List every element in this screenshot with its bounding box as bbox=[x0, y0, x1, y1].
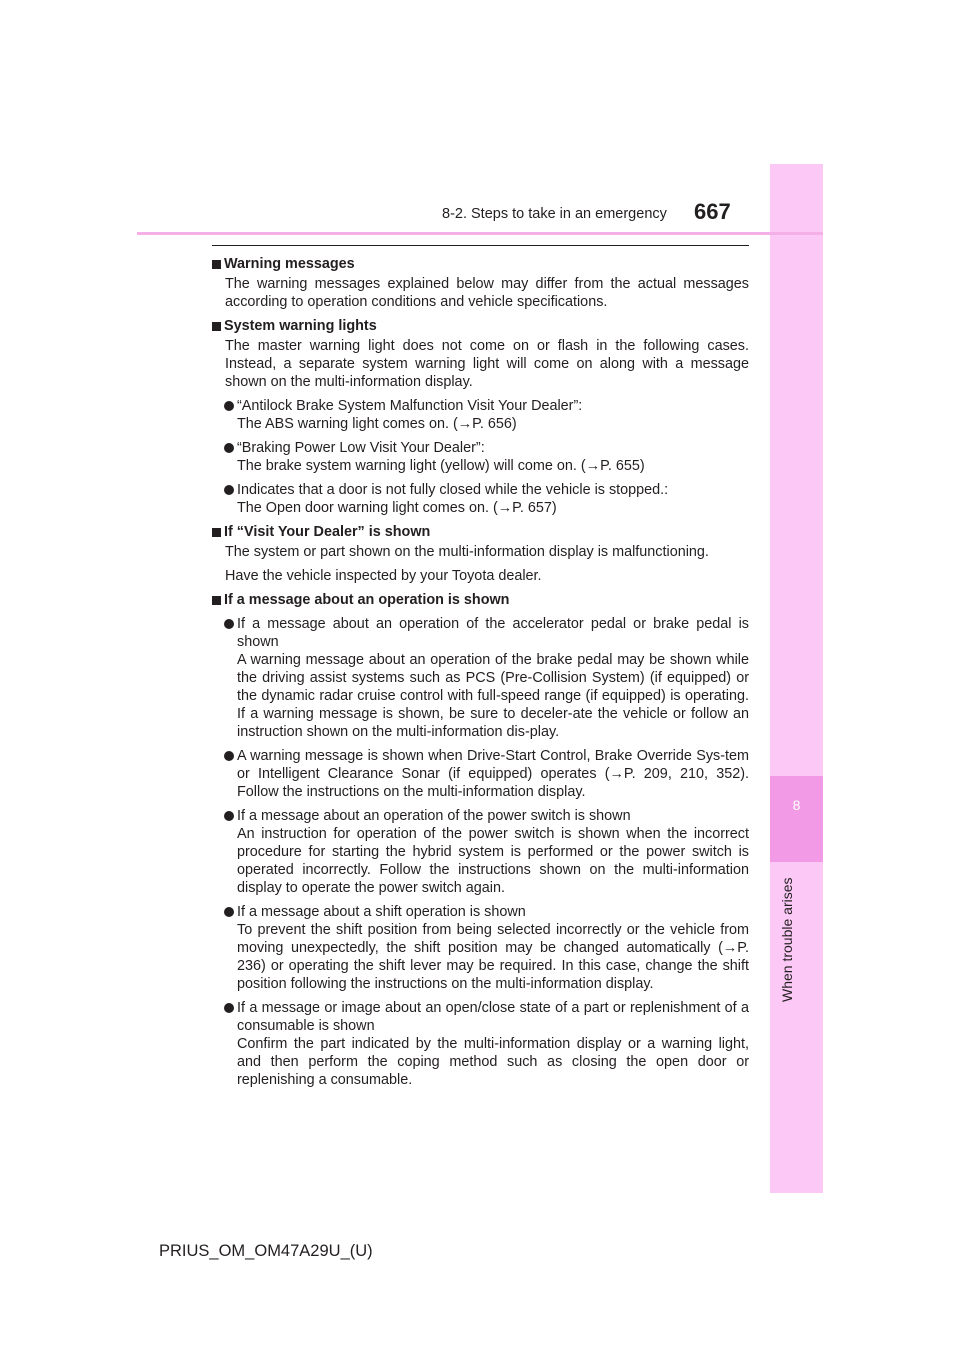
square-bullet-icon bbox=[212, 322, 221, 331]
bullet-text: A warning message about an operation of the brake pedal may be shown while the driving assist systems such as PCS (Pre-Collision System) (if equipped) or the dynamic radar cruise control with full-speed range (if equipped) is operating. If a warning message is shown, be sure to deceler-ate the vehicle or follow an instruction shown on the multi-information dis-play. bbox=[237, 652, 749, 740]
square-bullet-icon bbox=[212, 596, 221, 605]
bullet-text: To prevent the shift position from being selected incorrectly or the vehicle from moving unexpectedly, the shift position may be changed automatically (→P. 236) or operating the shift lever may be required. In this case, change the shift position following the instructions on the multi-information display. bbox=[237, 922, 749, 992]
chapter-side-tab bbox=[770, 164, 823, 1193]
bullet-item bbox=[212, 481, 749, 517]
bullet-text: The Open door warning light comes on. (→P. 657) bbox=[237, 500, 557, 516]
bullet-title: If a message or image about an open/close state of a part or replenishment of a consumable is shown bbox=[237, 1000, 749, 1034]
round-bullet-icon bbox=[224, 443, 234, 453]
bullet-title: “Antilock Brake System Malfunction Visit Your Dealer”: bbox=[237, 398, 583, 414]
chapter-number: 8 bbox=[792, 797, 801, 813]
header-divider bbox=[137, 232, 823, 235]
section-heading-text: System warning lights bbox=[224, 318, 377, 334]
square-bullet-icon bbox=[212, 528, 221, 537]
section-paragraph: The system or part shown on the multi-information display is malfunctioning. bbox=[225, 544, 709, 560]
document-code: PRIUS_OM_OM47A29U_(U) bbox=[159, 1242, 373, 1260]
section-heading-text: If a message about an operation is shown bbox=[224, 592, 510, 608]
round-bullet-icon bbox=[224, 1003, 234, 1013]
bullet-title: If a message about a shift operation is shown bbox=[237, 904, 526, 920]
bullet-title: “Braking Power Low Visit Your Dealer”: bbox=[237, 440, 485, 456]
section-heading bbox=[212, 255, 749, 273]
round-bullet-icon bbox=[224, 907, 234, 917]
bullet-text: The brake system warning light (yellow) will come on. (→P. 655) bbox=[237, 458, 645, 474]
page-number: 667 bbox=[694, 199, 731, 224]
bullet-text: An instruction for operation of the power switch is shown when the incorrect procedure for starting the hybrid system is performed or the power switch is operated incorrectly. Follow the instructions shown on the multi-information display to operate the power switch again. bbox=[237, 826, 749, 896]
section-paragraph: The master warning light does not come on or flash in the following cases. Instead, a separate system warning light will come on along with a message shown on the multi-information display. bbox=[225, 338, 749, 390]
section-paragraph: The warning messages explained below may differ from the actual messages according to operation conditions and vehicle specifications. bbox=[225, 276, 749, 310]
bullet-title: If a message about an operation of the power switch is shown bbox=[237, 808, 631, 824]
bullet-text: A warning message is shown when Drive-Start Control, Brake Override Sys-tem or Intelligent Clearance Sonar (if equipped) operates (→P. 209, 210, 352). Follow the instructions on the multi-information display. bbox=[237, 748, 749, 800]
round-bullet-icon bbox=[224, 401, 234, 411]
square-bullet-icon bbox=[212, 260, 221, 269]
section-heading-text: If “Visit Your Dealer” is shown bbox=[224, 524, 431, 540]
section-heading-text: Warning messages bbox=[224, 256, 355, 272]
bullet-item bbox=[212, 999, 749, 1089]
round-bullet-icon bbox=[224, 751, 234, 761]
section-heading bbox=[212, 523, 749, 541]
bullet-item bbox=[212, 903, 749, 993]
bullet-item bbox=[212, 615, 749, 741]
round-bullet-icon bbox=[224, 619, 234, 629]
content-top-rule bbox=[212, 245, 749, 246]
content-body bbox=[212, 255, 749, 1089]
chapter-title: When trouble arises bbox=[779, 877, 795, 1002]
section-paragraph: Have the vehicle inspected by your Toyota dealer. bbox=[225, 568, 542, 584]
chapter-number-tab bbox=[770, 776, 823, 862]
section-heading bbox=[212, 317, 749, 335]
bullet-item bbox=[212, 397, 749, 433]
section-heading bbox=[212, 591, 749, 609]
bullet-item bbox=[212, 439, 749, 475]
header-section-title: 8-2. Steps to take in an emergency bbox=[442, 206, 667, 222]
round-bullet-icon bbox=[224, 485, 234, 495]
bullet-text: The ABS warning light comes on. (→P. 656) bbox=[237, 416, 517, 432]
bullet-item bbox=[212, 747, 749, 801]
bullet-text: Confirm the part indicated by the multi-information display or a warning light, and then perform the coping method such as closing the open door or replenishing a consumable. bbox=[237, 1036, 749, 1088]
bullet-title: If a message about an operation of the accelerator pedal or brake pedal is shown bbox=[237, 616, 749, 650]
round-bullet-icon bbox=[224, 811, 234, 821]
bullet-item bbox=[212, 807, 749, 897]
bullet-title: Indicates that a door is not fully closed while the vehicle is stopped.: bbox=[237, 482, 669, 498]
